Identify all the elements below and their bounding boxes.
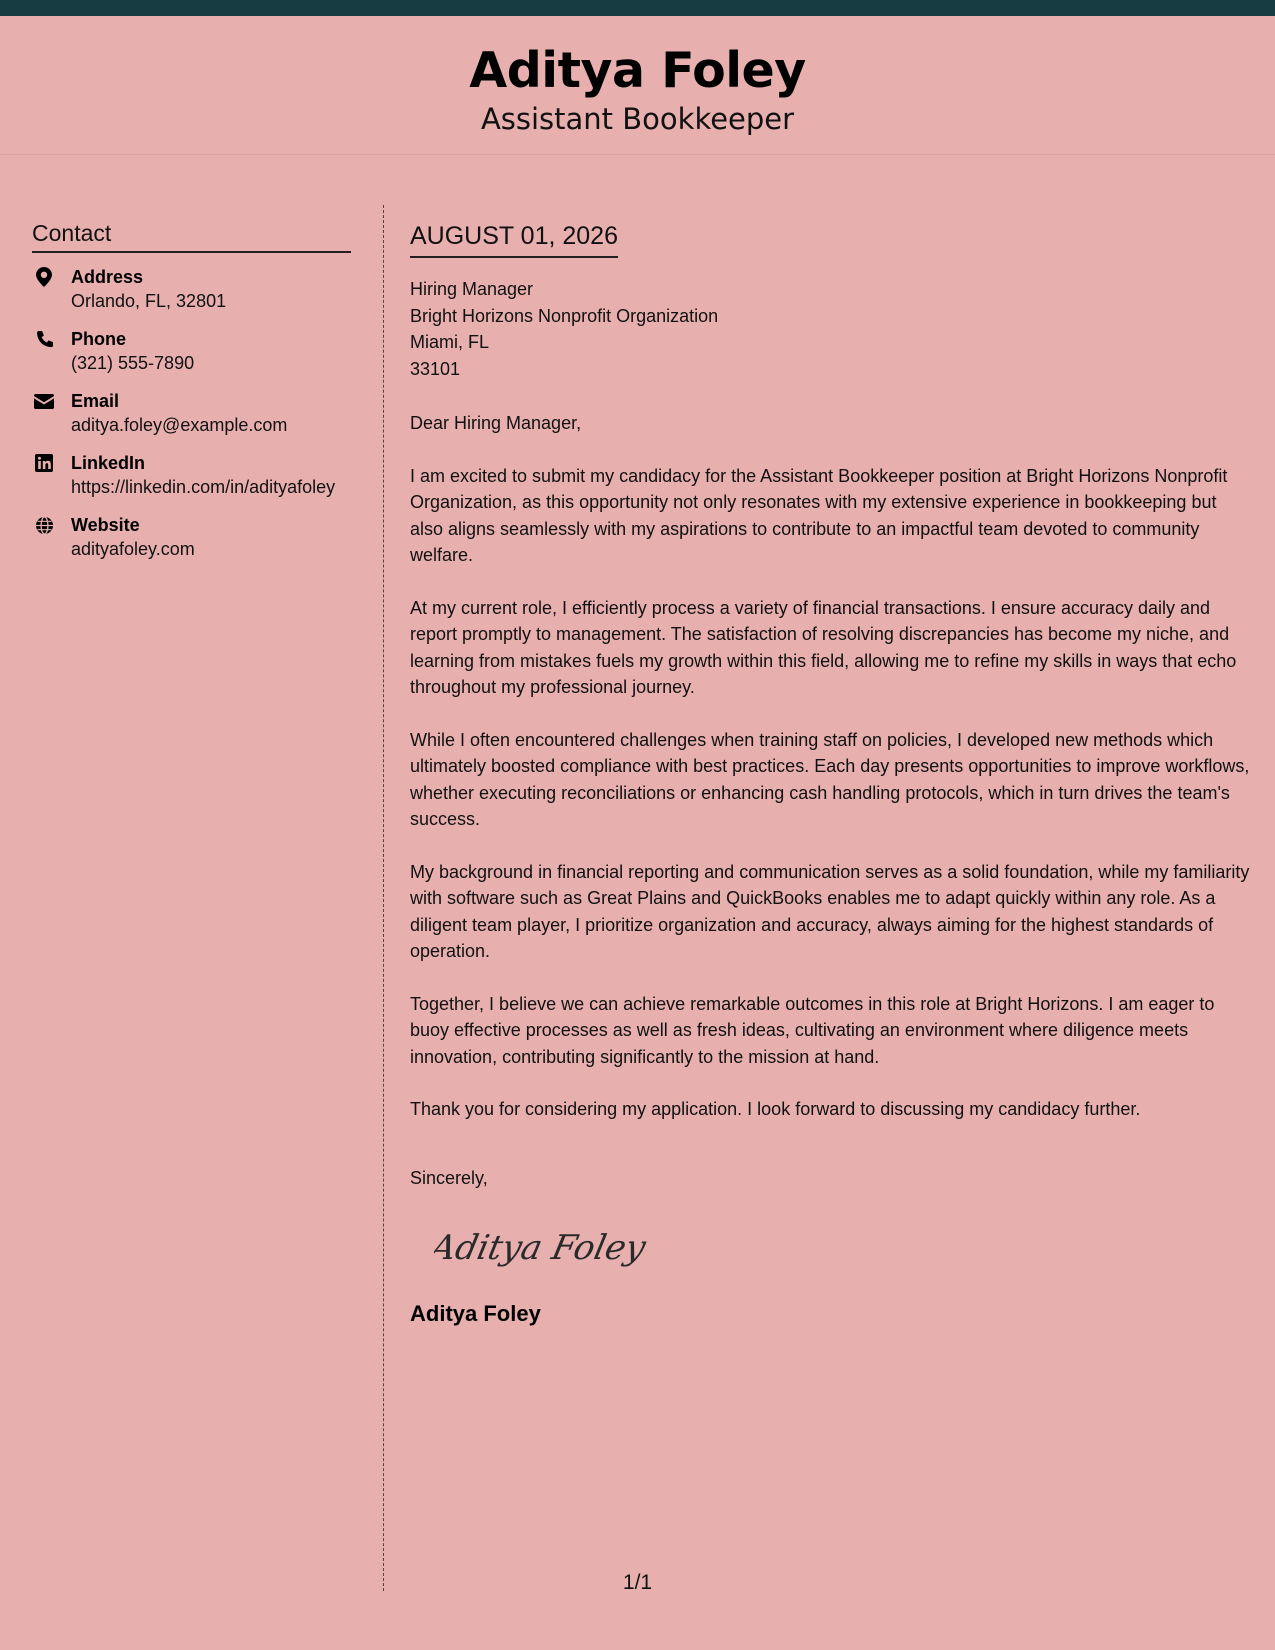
address-value: Orlando, FL, 32801 [71, 291, 227, 311]
top-accent-bar [0, 0, 1275, 16]
map-pin-icon [34, 267, 54, 287]
body-paragraph: My background in financial reporting and communication serves as a solid foundation, while my familiarity with software such as Great Plains and QuickBooks enables me to adapt quickly within any role. As a diligent team player, I prioritize organization and accuracy, always aiming for the highest standards of operation. [410, 861, 1250, 961]
page-header [0, 16, 1275, 155]
website-label: Website [71, 515, 140, 535]
contact-item-linkedin [32, 451, 351, 499]
recipient-line: Hiring Manager [410, 279, 534, 299]
website-value[interactable]: adityafoley.com [71, 539, 195, 559]
linkedin-label: LinkedIn [71, 453, 146, 473]
contact-item-email [32, 389, 351, 437]
letter-date: AUGUST 01, 2026 [410, 220, 618, 258]
recipient-line: Miami, FL [410, 332, 490, 352]
page-number: 1/1 [622, 1571, 653, 1594]
contact-item-address [32, 265, 351, 313]
salutation: Dear Hiring Manager, [410, 413, 582, 433]
email-value[interactable]: aditya.foley@example.com [71, 415, 288, 435]
phone-icon [34, 329, 54, 349]
body-paragraph: Together, I believe we can achieve remarkable outcomes in this role at Bright Horizons. I am eager to buoy effective processes as well as fresh ideas, cultivating an environment where diligence meets innovation, contributing significantly to the mission at hand. [410, 993, 1215, 1067]
linkedin-value[interactable]: https://linkedin.com/in/adityafoley [71, 477, 336, 497]
address-label: Address [71, 267, 144, 287]
email-label: Email [71, 391, 120, 411]
linkedin-icon [34, 453, 54, 473]
contact-sidebar [32, 218, 351, 575]
contact-item-phone [32, 327, 351, 375]
recipient-line: Bright Horizons Nonprofit Organization [410, 305, 719, 326]
body-paragraph: While I often encountered challenges when training staff on policies, I developed new methods which ultimately boosted compliance with best practices. Each day presents opportunities to improve workflows, whether executing reconciliations or enhancing cash handling protocols, which in turn drives the team's success. [410, 729, 1250, 829]
globe-icon [34, 515, 54, 535]
job-title: Assistant Bookkeeper [480, 102, 795, 136]
contact-item-website [32, 513, 351, 561]
signer-name: Aditya Foley [410, 1301, 541, 1326]
phone-value: (321) 555-7890 [71, 353, 195, 373]
envelope-icon [34, 391, 54, 411]
column-divider [383, 205, 384, 1591]
body-paragraph: Thank you for considering my application. I look forward to discussing my candidacy further. [410, 1099, 1141, 1119]
applicant-name: Aditya Foley [469, 42, 806, 99]
letter-body [410, 220, 1250, 1327]
recipient-line: 33101 [410, 358, 461, 379]
signature-text: Aditya Foley [434, 1228, 650, 1268]
phone-label: Phone [71, 329, 127, 349]
closing: Sincerely, [410, 1167, 488, 1188]
recipient-block [410, 276, 1250, 382]
body-paragraph: I am excited to submit my candidacy for the Assistant Bookkeeper position at Bright Horizons Nonprofit Organization, as this opportunity not only resonates with my extensive experience in bookkeeping but also aligns seamlessly with my aspirations to contribute to an impactful team devoted to community welfare. [410, 465, 1228, 565]
contact-heading: Contact [32, 218, 351, 253]
handwritten-signature [434, 1217, 1250, 1277]
body-paragraph: At my current role, I efficiently process a variety of financial transactions. I ensure accuracy daily and report promptly to management. The satisfaction of resolving discrepancies has become my niche, and learning from mistakes fuels my growth within this field, allowing me to refine my skills in ways that echo throughout my professional journey. [410, 597, 1237, 697]
